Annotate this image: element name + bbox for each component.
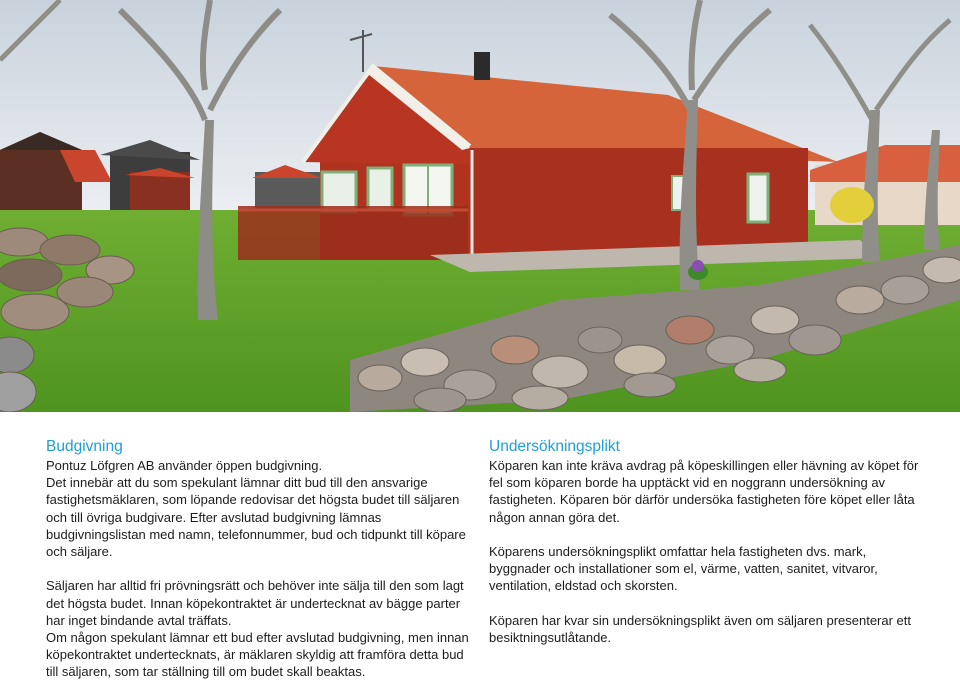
undersokningsplikt-heading: Undersökningsplikt [489, 438, 620, 455]
spacer [489, 526, 919, 543]
budgivning-intro: Pontuz Löfgren AB använder öppen budgivning. [46, 458, 323, 473]
spacer [46, 560, 470, 577]
undersokningsplikt-section [489, 437, 919, 646]
budgivning-section [46, 437, 470, 681]
budgivning-sent-bud: Om någon spekulant lämnar ett bud efter avslutad budgivning, men innan köpekontraktet undertecknats, är mäklaren skyldig att framföra detta bud till säljaren, som tar ställning till om budet skall beaktas. [46, 630, 469, 680]
budgivning-heading: Budgivning [46, 438, 123, 455]
undersokningsplikt-intro: Köparen kan inte kräva avdrag på köpeskillingen eller hävning av köpet för fel som köparen borde ha upptäckt vid en noggrann undersökning av fastigheten. Köparen bör därför undersöka fastigheten före köpet eller låta någon annan göra det. [489, 458, 919, 525]
undersokningsplikt-omfattning: Köparens undersökningsplikt omfattar hela fastigheten dvs. mark, byggnader och installationer som el, värme, vatten, sanitet, vitvaror, ventilation, eldstad och skorsten. [489, 544, 878, 594]
budgivning-process: Det innebär att du som spekulant lämnar ditt bud till den ansvarige fastighetsmäklaren, som löpande redovisar det högsta budet till säljaren och till övriga budgivare. Efter avslutad budgivning lämnas budgivningslistan med namn, telefonnummer, bud och tidpunkt till köpare och säljare. [46, 475, 466, 560]
spacer [489, 595, 919, 612]
undersokningsplikt-besiktning: Köparen har kvar sin undersökningsplikt även om säljaren presenterar ett besiktningsutlåtande. [489, 612, 912, 645]
budgivning-provningsratt: Säljaren har alltid fri prövningsrätt och behöver inte sälja till den som lagt det högsta budet. Innan köpekontraktet är undertecknat av bägge parter har inget bindande avtal träffats. [46, 578, 464, 628]
